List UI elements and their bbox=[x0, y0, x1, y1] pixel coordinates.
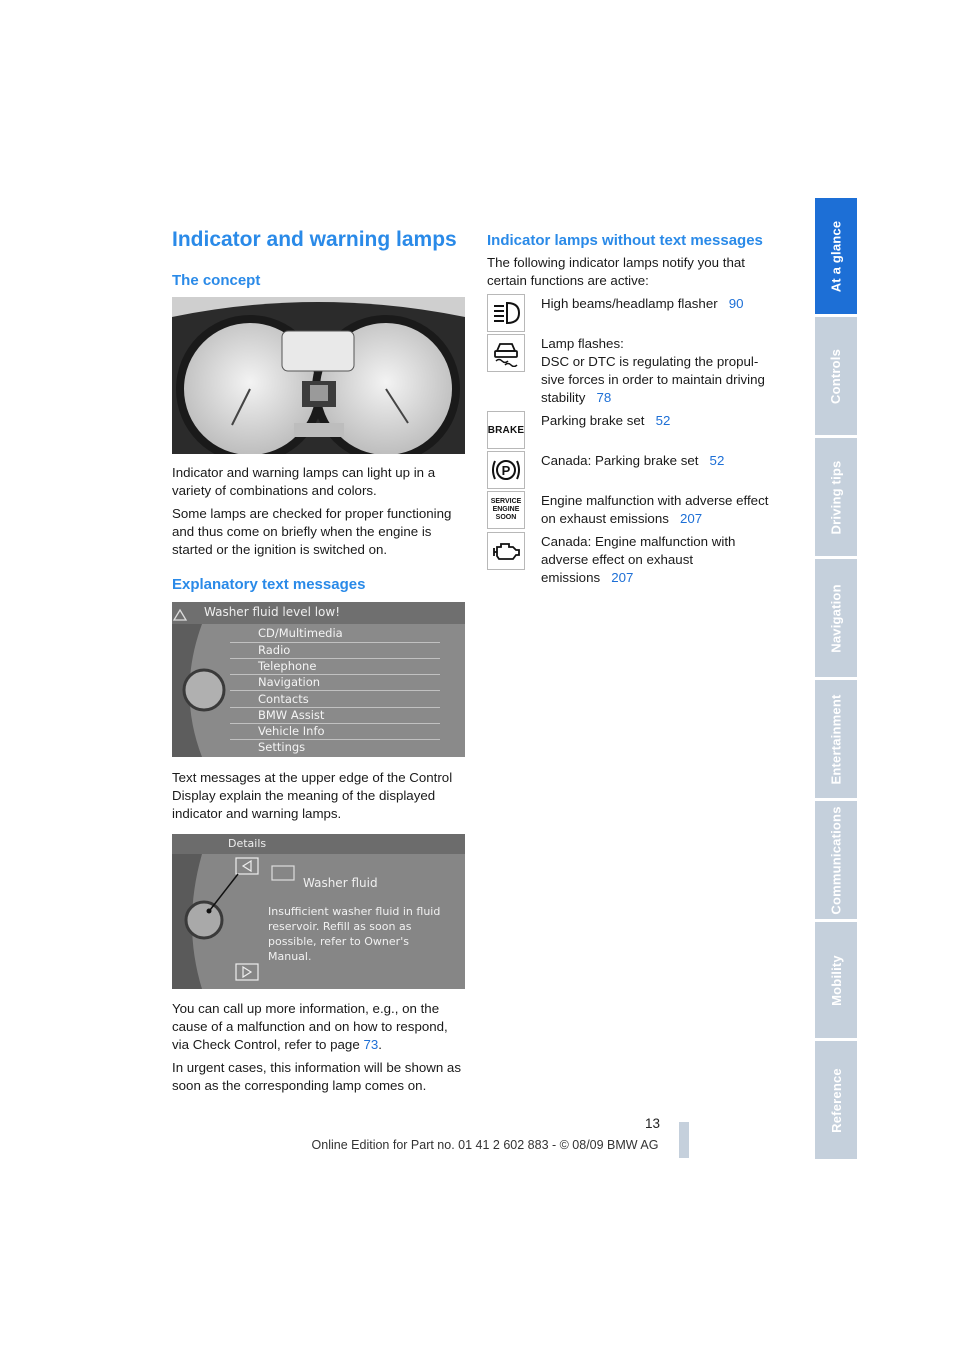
list-item bbox=[487, 294, 787, 334]
tab-driving-tips[interactable] bbox=[815, 438, 857, 556]
concept-heading: The concept bbox=[172, 272, 261, 289]
tab-label: Entertainment bbox=[828, 693, 844, 785]
tab-mobility[interactable] bbox=[815, 922, 857, 1038]
page-reference-link[interactable]: 73 bbox=[363, 1037, 379, 1052]
service-engine-soon-label: SERVICE ENGINE SOON bbox=[490, 498, 522, 521]
brake-icon-label: BRAKE bbox=[487, 424, 525, 436]
indicator-text: Canada: Engine malfunction with adverse effect on exhaust emissions bbox=[541, 534, 736, 585]
indicator-description bbox=[541, 452, 781, 470]
screen-title-text: Washer fluid level low! bbox=[204, 605, 341, 619]
tab-label: Navigation bbox=[828, 583, 844, 653]
list-item bbox=[487, 451, 787, 491]
tab-label: Mobility bbox=[828, 954, 844, 1006]
indicator-text: Engine malfunction with adverse effect on exhaust emissions bbox=[541, 493, 769, 526]
tab-controls[interactable] bbox=[815, 317, 857, 435]
instrument-cluster-illustration bbox=[172, 297, 465, 454]
page-reference-link[interactable]: 207 bbox=[611, 570, 634, 585]
page-reference-link[interactable]: 52 bbox=[709, 453, 725, 468]
indicators-heading: Indicator lamps without text messages bbox=[487, 232, 763, 249]
paragraph-text: You can call up more information, e.g., on the cause of a malfunction and on how to respond, via Check Control, refer to page bbox=[172, 1001, 448, 1052]
menu-item: Navigation bbox=[258, 675, 321, 689]
tab-communications[interactable] bbox=[815, 801, 857, 919]
dsc-skid-icon bbox=[487, 334, 525, 372]
tab-label: At a glance bbox=[828, 220, 844, 292]
indicator-description bbox=[541, 295, 781, 313]
menu-item: Telephone bbox=[258, 659, 317, 673]
concept-paragraph-2: Some lamps are checked for proper functioning and thus come on briefly when the engine is started or the ignition is switched on. bbox=[172, 506, 452, 557]
tab-entertainment[interactable] bbox=[815, 680, 857, 798]
indicator-description bbox=[541, 412, 781, 430]
indicator-description bbox=[541, 335, 781, 407]
page-reference-link[interactable]: 78 bbox=[596, 390, 612, 405]
engine-check-icon bbox=[487, 532, 525, 570]
menu-item: Settings bbox=[258, 740, 306, 754]
menu-item: Contacts bbox=[258, 692, 309, 706]
details-title-text: Details bbox=[228, 837, 267, 850]
details-item-text: Washer fluid bbox=[303, 876, 378, 890]
tab-at-a-glance[interactable] bbox=[815, 198, 857, 314]
indicator-text: Lamp flashes: DSC or DTC is regulating the propul-sive forces in order to maintain driving stability bbox=[541, 336, 765, 405]
concept-paragraph-1: Indicator and warning lamps can light up in a variety of combinations and colors. bbox=[172, 465, 436, 498]
svg-text:P: P bbox=[501, 463, 511, 478]
tab-navigation[interactable] bbox=[815, 559, 857, 677]
list-item bbox=[487, 411, 787, 451]
tab-label: Controls bbox=[828, 348, 844, 404]
page-reference-link[interactable]: 90 bbox=[728, 296, 744, 311]
indicator-text: Canada: Parking brake set bbox=[541, 453, 699, 468]
indicators-intro: The following indicator lamps notify you that certain functions are active: bbox=[487, 255, 745, 288]
page-number: 13 bbox=[645, 1116, 661, 1131]
indicator-text: High beams/headlamp flasher bbox=[541, 296, 718, 311]
headlamp-icon bbox=[487, 294, 525, 332]
footer-text: Online Edition for Part no. 01 41 2 602 883 - © 08/09 BMW AG bbox=[311, 1138, 659, 1152]
explanatory-paragraph-1: Text messages at the upper edge of the Control Display explain the meaning of the displayed indicator and warning lamps. bbox=[172, 770, 453, 821]
paragraph-text: . bbox=[378, 1037, 382, 1052]
explanatory-heading: Explanatory text messages bbox=[172, 576, 366, 593]
explanatory-paragraph-2 bbox=[172, 1000, 467, 1054]
menu-item: Radio bbox=[258, 643, 291, 657]
list-item bbox=[487, 532, 787, 590]
menu-item: CD/Multimedia bbox=[258, 626, 343, 640]
indicator-description bbox=[541, 492, 781, 528]
service-engine-soon-icon bbox=[487, 491, 525, 529]
list-item bbox=[487, 334, 787, 408]
menu-item: Vehicle Info bbox=[258, 724, 325, 738]
tab-label: Reference bbox=[828, 1067, 844, 1133]
explanatory-paragraph-3: In urgent cases, this information will be shown as soon as the corresponding lamp comes on. bbox=[172, 1060, 461, 1093]
brake-icon bbox=[487, 411, 525, 449]
tab-label: Communications bbox=[828, 805, 844, 915]
instrument-cluster-image bbox=[172, 297, 465, 454]
list-item bbox=[487, 491, 787, 531]
page-reference-link[interactable]: 207 bbox=[679, 511, 703, 526]
details-description-text: Insufficient washer fluid in fluid reservoir. Refill as soon as possible, refer to Owner's Manual. bbox=[268, 905, 441, 963]
indicator-text: Parking brake set bbox=[541, 413, 645, 428]
check-control-details-image bbox=[172, 834, 465, 989]
menu-divider bbox=[230, 690, 440, 691]
indicator-description bbox=[541, 533, 781, 587]
page-title: Indicator and warning lamps bbox=[172, 228, 457, 251]
parking-brake-p-icon bbox=[487, 451, 525, 489]
page-reference-link[interactable]: 52 bbox=[655, 413, 671, 428]
menu-item: BMW Assist bbox=[258, 708, 325, 722]
tab-label: Driving tips bbox=[828, 460, 844, 534]
